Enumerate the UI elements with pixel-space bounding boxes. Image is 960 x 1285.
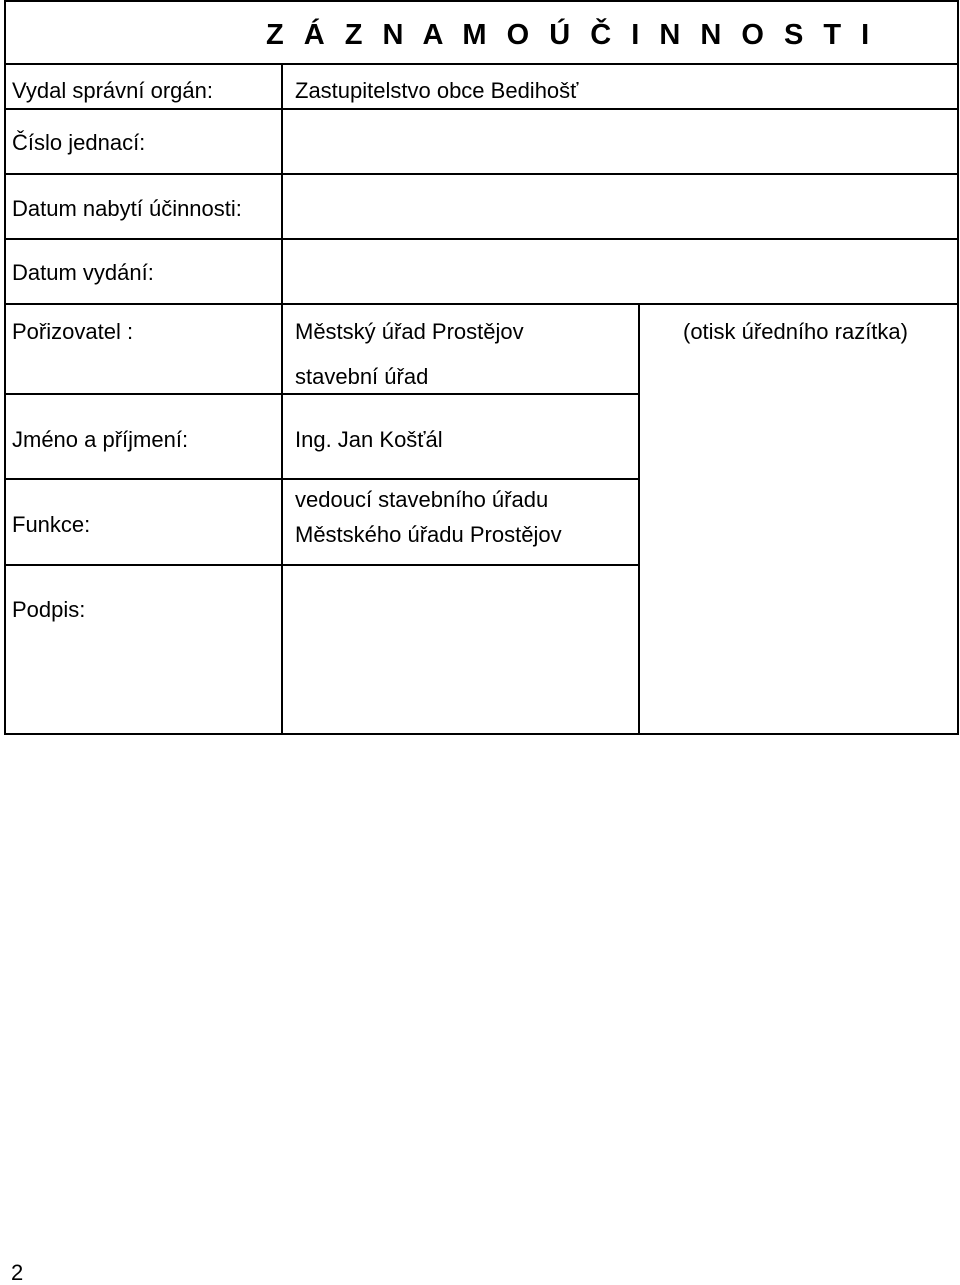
issue-date-label: Datum vydání: bbox=[12, 260, 154, 285]
row-divider bbox=[4, 238, 959, 240]
row-divider bbox=[4, 478, 640, 480]
frame-bottom-border bbox=[4, 733, 959, 735]
effective-date-label: Datum nabytí účinnosti: bbox=[12, 196, 242, 221]
row-divider bbox=[4, 108, 959, 110]
record-of-effect-form bbox=[4, 0, 959, 736]
procurer-line1: Městský úřad Prostějov bbox=[295, 319, 524, 344]
stamp-column-divider bbox=[638, 303, 640, 735]
signature-label: Podpis: bbox=[12, 597, 86, 622]
row-divider bbox=[4, 173, 959, 175]
procurer-line2: stavební úřad bbox=[295, 364, 429, 389]
issued-by-label: Vydal správní orgán: bbox=[12, 78, 213, 103]
row-divider bbox=[4, 303, 959, 305]
row-divider bbox=[4, 393, 640, 395]
function-label: Funkce: bbox=[12, 512, 91, 537]
function-line2: Městského úřadu Prostějov bbox=[295, 522, 562, 547]
row-divider bbox=[4, 63, 959, 65]
frame-top-border bbox=[4, 0, 959, 2]
name-label: Jméno a příjmení: bbox=[12, 427, 189, 452]
issued-by-value: Zastupitelstvo obce Bedihošť bbox=[295, 78, 579, 103]
stamp-label: (otisk úředního razítka) bbox=[683, 319, 908, 344]
form-title: Z Á Z N A M O Ú Č I N N O S T I bbox=[266, 19, 876, 51]
page-number: 2 bbox=[11, 1260, 24, 1285]
name-value: Ing. Jan Košťál bbox=[295, 427, 443, 452]
row-divider bbox=[4, 564, 640, 566]
frame-left-border bbox=[4, 0, 6, 735]
procurer-label: Pořizovatel : bbox=[12, 319, 134, 344]
frame-right-border bbox=[957, 0, 959, 735]
function-line1: vedoucí stavebního úřadu bbox=[295, 487, 549, 512]
reference-number-label: Číslo jednací: bbox=[12, 130, 146, 155]
label-column-divider bbox=[281, 63, 283, 735]
